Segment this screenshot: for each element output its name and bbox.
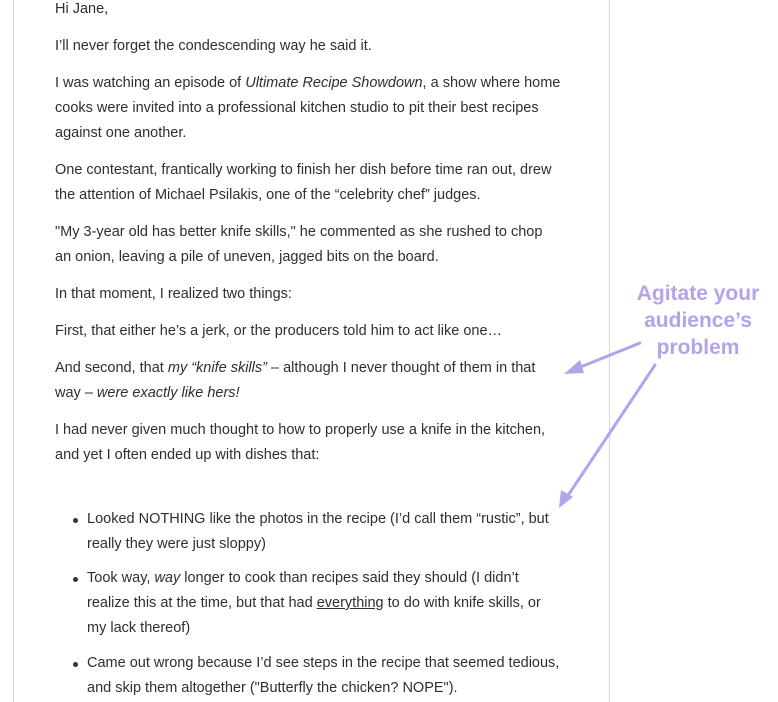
text: cooks were invited into a professional kitchen studio to pit their best recipes (55, 100, 539, 116)
paragraph-second (55, 356, 580, 406)
paragraph-dishes (55, 418, 580, 468)
text: really they were just sloppy) (87, 536, 266, 552)
paragraph-contestant (55, 158, 580, 208)
text: I had never given much thought to how to properly use a knife in the kitchen, (55, 422, 546, 438)
bullet-dot (73, 577, 78, 582)
text: an onion, leaving a pile of uneven, jagged bits on the board. (55, 249, 439, 265)
paragraph-realized: In that moment, I realized two things: (55, 286, 292, 302)
text: , a show where home (422, 75, 561, 91)
list-item-text (87, 507, 580, 557)
text: "My 3-year old has better knife skills," he commented as she rushed to chop (55, 224, 543, 240)
greeting: Hi Jane, (55, 1, 109, 17)
text: And second, that (55, 360, 168, 376)
emphasis: my “knife skills” (167, 360, 267, 376)
text: to do with knife skills, or (383, 595, 541, 611)
text: Took way, (87, 570, 155, 586)
text: – although I never thought of them in that (266, 360, 536, 376)
paragraph-first: First, that either he’s a jerk, or the producers told him to act like one… (55, 323, 503, 339)
bullet-dot (73, 518, 78, 523)
bullet-dot (73, 662, 78, 667)
annotation-callout (618, 280, 778, 361)
annotation-line: Agitate your (636, 282, 760, 305)
annotation-line: audience’s (644, 309, 752, 332)
text: against one another. (55, 125, 187, 141)
text: the attention of Michael Psilakis, one of the “celebrity chef” judges. (55, 187, 481, 203)
paragraph-show (55, 71, 580, 146)
text: and skip them altogether ("Butterfly the chicken? NOPE"). (87, 680, 458, 696)
paragraph-intro: I’ll never forget the condescending way he said it. (55, 38, 372, 54)
text: Came out wrong because I’d see steps in the recipe that seemed tedious, (87, 655, 560, 671)
text: Looked NOTHING like the photos in the recipe (I’d call them “rustic”, but (87, 511, 549, 527)
text: longer to cook than recipes said they should (I didn’t (180, 570, 519, 586)
paragraph-quote (55, 220, 580, 270)
text: I was watching an episode of (55, 75, 246, 91)
emphasis: were exactly like hers! (96, 385, 240, 401)
annotation-line: problem (656, 336, 740, 359)
text: way – (55, 385, 97, 401)
emphasis: way (154, 570, 181, 586)
list-item-text (87, 651, 580, 701)
list-item-text (87, 566, 580, 641)
show-title: Ultimate Recipe Showdown (245, 75, 423, 91)
text: One contestant, frantically working to finish her dish before time ran out, drew (55, 162, 552, 178)
text: my lack thereof) (87, 620, 191, 636)
underlined-word: everything (316, 595, 384, 611)
email-panel (13, 0, 610, 702)
text: and yet I often ended up with dishes that: (55, 447, 320, 463)
text: realize this at the time, but that had (87, 595, 317, 611)
